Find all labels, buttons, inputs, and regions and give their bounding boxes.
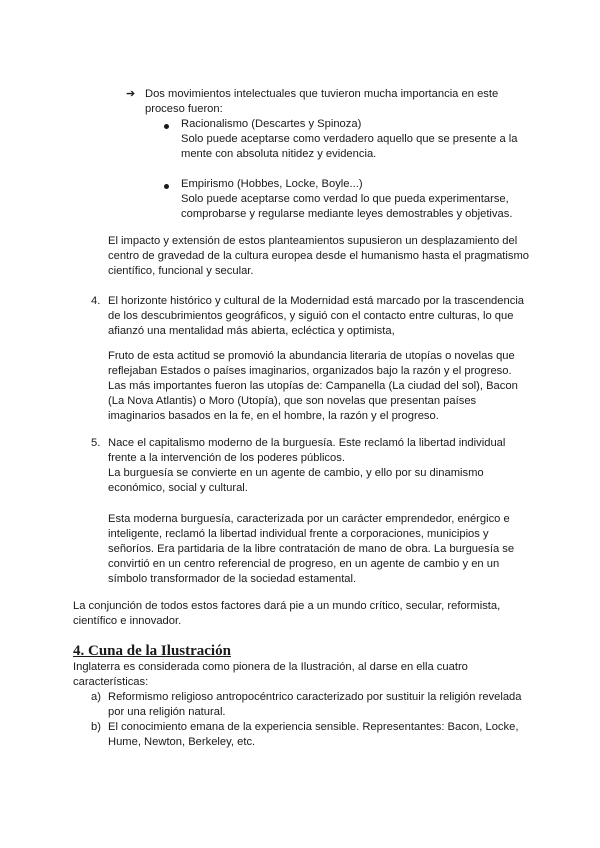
list-number-5: 5. bbox=[91, 437, 101, 449]
item-5-text: Nace el capitalismo moderno de la burguesía. Este reclamó la libertad individual frente a la intervención de los poderes públicos. La burguesía se convierte en un agente de cambio, y ello por su dinamismo económico, social y cultural. bbox=[108, 437, 506, 494]
arrow-item-text: Dos movimientos intelectuales que tuvieron mucha importancia en este proceso fueron: bbox=[145, 88, 499, 115]
section-intro: Inglaterra es considerada como pionera de la Ilustración, al darse en ella cuatro características: bbox=[73, 661, 468, 688]
conclusion-paragraph: La conjunción de todos estos factores dará pie a un mundo crítico, secular, reformista, científico e innovador. bbox=[73, 600, 501, 627]
bullet-dot-icon bbox=[164, 124, 169, 129]
section-item-b: El conocimiento emana de la experiencia sensible. Representantes: Bacon, Locke, Hume, Newton, Berkeley, etc. bbox=[108, 721, 519, 748]
section-item-a: Reformismo religioso antropocéntrico caracterizado por sustituir la religión revelada por una religión natural. bbox=[108, 691, 522, 718]
list-letter-a: a) bbox=[91, 691, 101, 703]
item-5-burguesia-paragraph: Esta moderna burguesía, caracterizada por un carácter emprendedor, enérgico e inteligente, reclamó la libertad individual frente a corporaciones, municipios y señoríos. Era partidaria de la libre contratación de mano de obra. La burguesía se convirtió en un centro referencial de progreso, en un agente de cambio y en un símbolo transformador de la sociedad estamental. bbox=[108, 513, 515, 585]
item-4-text: El horizonte histórico y cultural de la Modernidad está marcado por la trascendencia de los descubrimientos geográficos, y siguió con el contacto entre culturas, lo que afianzó una mentalidad más abierta, ecléctica y optimista, bbox=[108, 295, 525, 337]
impact-paragraph: El impacto y extensión de estos planteamientos supusieron un desplazamiento del centro de gravedad de la cultura europea desde el humanismo hasta el pragmatismo científico, funcional y secular. bbox=[108, 235, 530, 277]
arrow-bullet-icon: ➔ bbox=[126, 88, 136, 100]
bullet-dot-icon bbox=[164, 184, 169, 189]
bullet-empirismo: Empirismo (Hobbes, Locke, Boyle...) Solo puede aceptarse como verdad lo que pueda experimentarse, comprobarse y regularse mediante leyes demostrables y objetivas. bbox=[181, 178, 513, 220]
list-number-4: 4. bbox=[91, 295, 101, 307]
list-letter-b: b) bbox=[91, 721, 101, 733]
bullet-racionalismo: Racionalismo (Descartes y Spinoza) Solo puede aceptarse como verdadero aquello que se presente a la mente con absoluta nitidez y evidencia. bbox=[181, 118, 518, 160]
section-heading: 4. Cuna de la Ilustración bbox=[73, 643, 231, 659]
item-4-utopias-paragraph: Fruto de esta actitud se promovió la abundancia literaria de utopías o novelas que reflejaban Estados o países imaginarios, organizados bajo la razón y el progreso. Las más importantes fueron las utopías de: Campanella (La ciudad del sol), Bacon (La Nova Atlantis) o Moro (Utopía), que son novelas que presentan países imaginarios basados en la fe, en el hombre, la razón y el progreso. bbox=[108, 350, 518, 422]
